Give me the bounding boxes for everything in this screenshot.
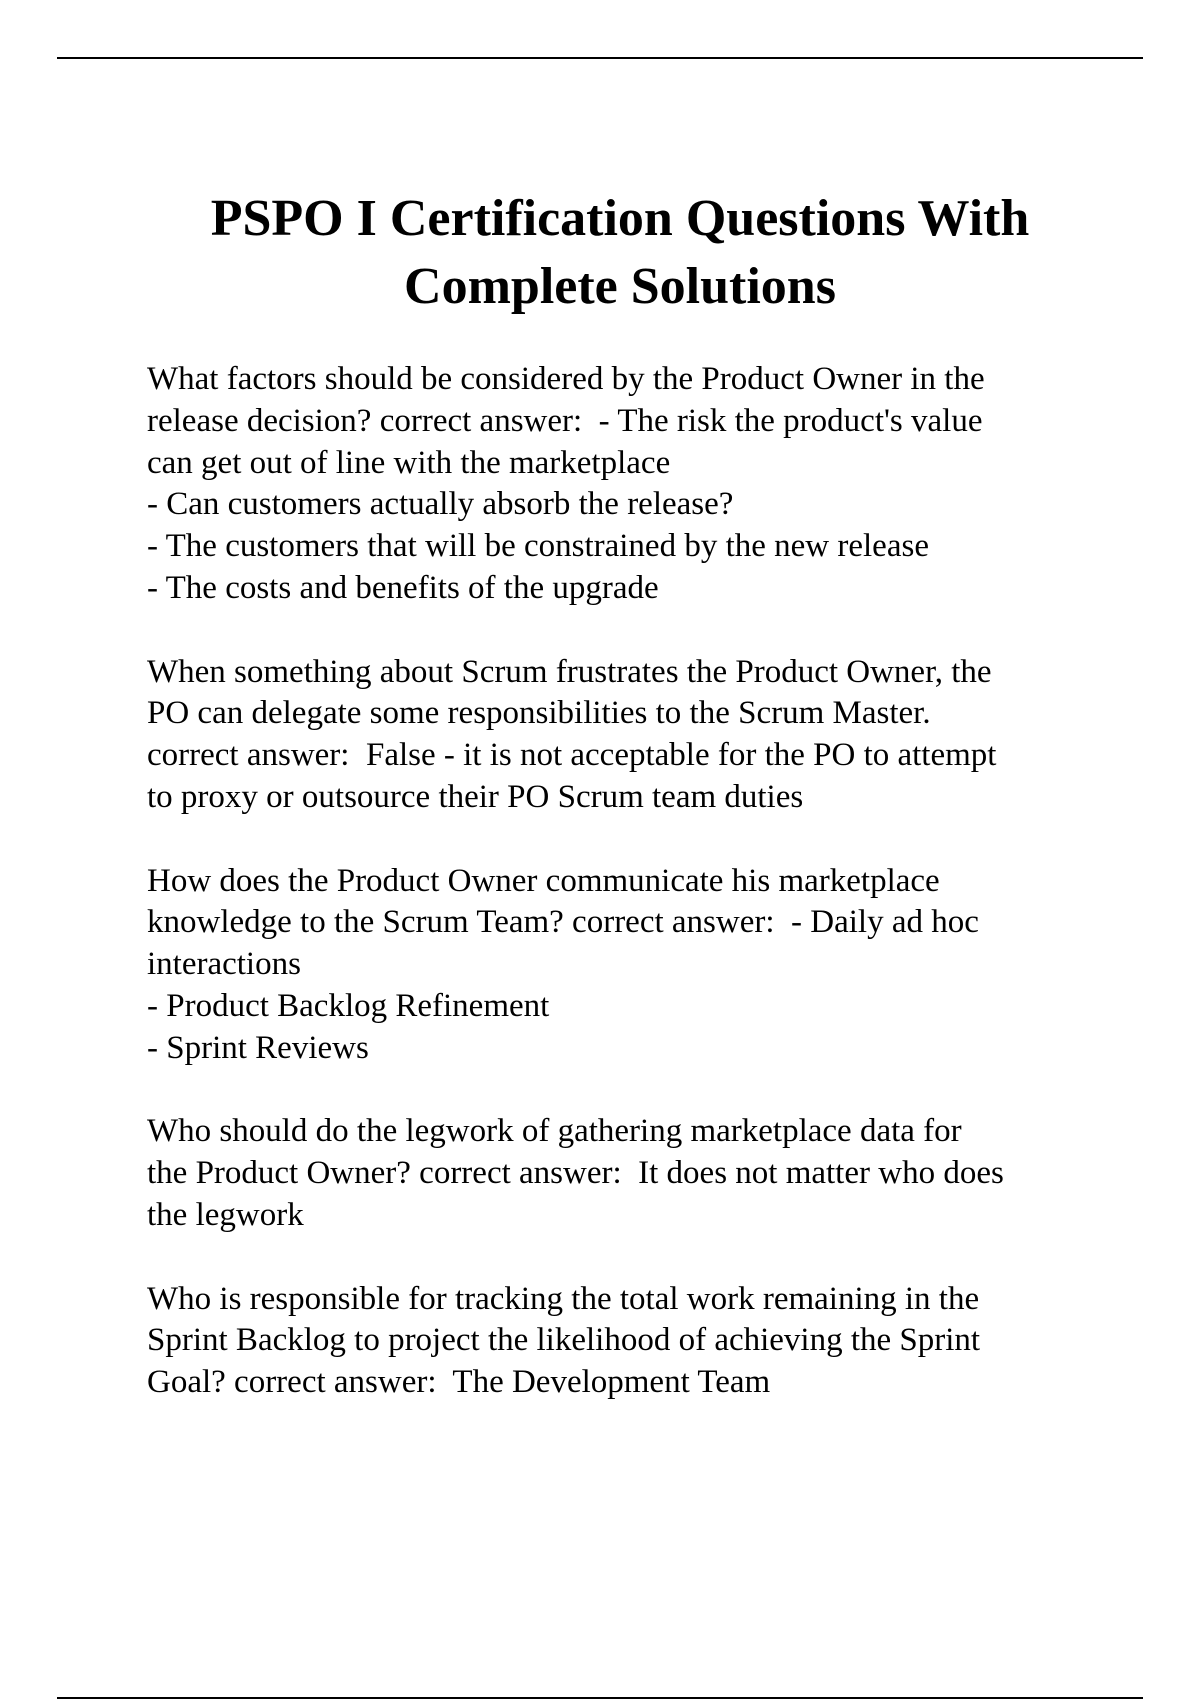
qa-line: Who should do the legwork of gathering marketplace data for	[147, 1113, 962, 1150]
qa-line: release decision? correct answer: - The risk the product's value	[147, 402, 983, 439]
qa-line: How does the Product Owner communicate his marketplace	[147, 862, 940, 899]
qa-line: can get out of line with the marketplace	[147, 444, 671, 481]
qa-item-marketplace-knowledge	[147, 861, 1137, 1070]
qa-line: interactions	[147, 946, 301, 983]
qa-line: Who is responsible for tracking the total work remaining in the	[147, 1280, 980, 1317]
qa-line: PO can delegate some responsibilities to the Scrum Master.	[147, 695, 931, 732]
qa-line: knowledge to the Scrum Team? correct answer: - Daily ad hoc	[147, 904, 979, 941]
qa-line: - The costs and benefits of the upgrade	[147, 569, 659, 606]
qa-line: the Product Owner? correct answer: It does not matter who does	[147, 1155, 1004, 1192]
page-title	[100, 185, 1140, 321]
qa-item-delegate-responsibilities	[147, 652, 1137, 819]
qa-line: - Sprint Reviews	[147, 1029, 369, 1066]
qa-line: Goal? correct answer: The Development Team	[147, 1364, 771, 1401]
title-line-2: Complete Solutions	[404, 258, 836, 315]
qa-line: the legwork	[147, 1196, 304, 1233]
qa-line: Sprint Backlog to project the likelihood of achieving the Sprint	[147, 1322, 981, 1359]
qa-list	[147, 359, 1137, 1404]
bottom-divider	[57, 1697, 1143, 1699]
qa-line: - Product Backlog Refinement	[147, 987, 550, 1024]
qa-item-legwork	[147, 1111, 1137, 1236]
qa-line: correct answer: False - it is not acceptable for the PO to attempt	[147, 737, 997, 774]
qa-line: to proxy or outsource their PO Scrum team duties	[147, 778, 804, 815]
top-divider	[57, 57, 1143, 59]
qa-item-release-decision	[147, 359, 1137, 610]
qa-line: - The customers that will be constrained by the new release	[147, 528, 929, 565]
qa-line: - Can customers actually absorb the release?	[147, 486, 734, 523]
qa-line: When something about Scrum frustrates the Product Owner, the	[147, 653, 992, 690]
qa-line: What factors should be considered by the Product Owner in the	[147, 361, 985, 397]
qa-item-tracking-work	[147, 1279, 1137, 1404]
title-line-1: PSPO I Certification Questions With	[210, 190, 1030, 247]
